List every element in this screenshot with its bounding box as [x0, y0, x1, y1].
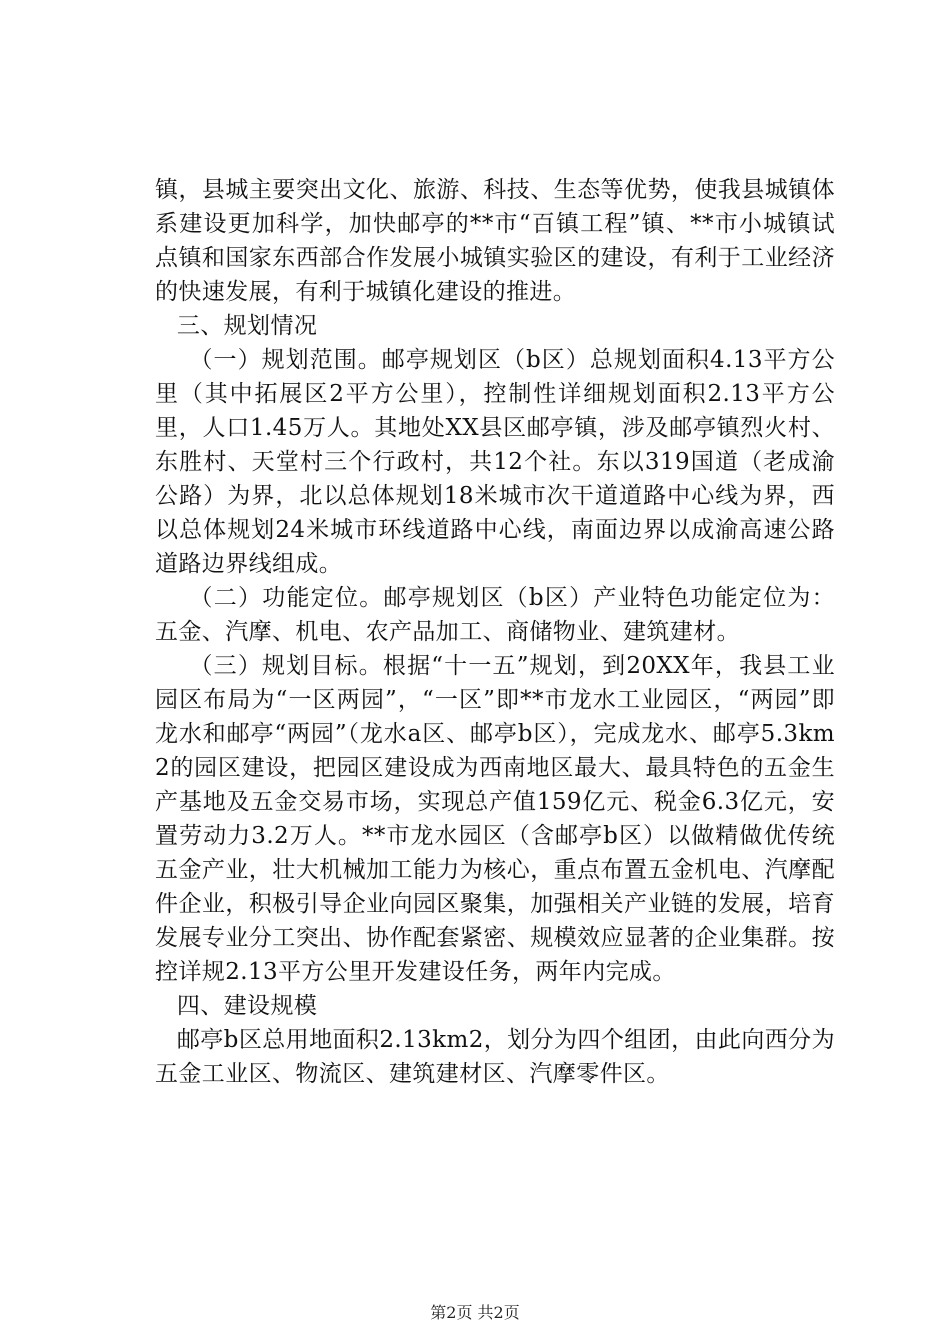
paragraph-function-positioning: （二）功能定位。邮亭规划区（b区）产业特色功能定位为：五金、汽摩、机电、农产品加工、商储物业、建筑建材。: [155, 585, 835, 645]
paragraph-construction-scale: 邮亭b区总用地面积2.13km2，划分为四个组团，由此向西分为五金工业区、物流区、建筑建材区、汽摩零件区。: [155, 1027, 835, 1087]
paragraph-continuation: 镇，县城主要突出文化、旅游、科技、生态等优势，使我县城镇体系建设更加科学，加快邮亭的**市“百镇工程”镇、**市小城镇试点镇和国家东西部合作发展小城镇实验区的建设，有利于工业经济的快速发展，有利于城镇化建设的推进。: [155, 177, 835, 305]
section-heading-construction-scale: 四、建设规模: [176, 993, 318, 1019]
section-heading-planning: 三、规划情况: [176, 313, 318, 339]
paragraph-planning-goal: （三）规划目标。根据“十一五”规划，到20XX年，我县工业园区布局为“一区两园”，“一区”即**市龙水工业园区，“两园”即龙水和邮亭“两园”（龙水a区、邮亭b区），完成龙水、邮亭5.3km2的园区建设，把园区建设成为西南地区最大、最具特色的五金生产基地及五金交易市场，实现总产值159亿元、税金6.3亿元，安置劳动力3.2万人。**市龙水园区（含邮亭b区）以做精做优传统五金产业，壮大机械加工能力为核心，重点布置五金机电、汽摩配件企业，积极引导企业向园区聚集，加强相关产业链的发展，培育发展专业分工突出、协作配套紧密、规模效应显著的企业集群。按控详规2.13平方公里开发建设任务，两年内完成。: [155, 653, 835, 985]
document-body: [155, 173, 835, 1091]
paragraph-planning-scope: （一）规划范围。邮亭规划区（b区）总规划面积4.13平方公里（其中拓展区2平方公里），控制性详细规划面积2.13平方公里，人口1.45万人。其地处XX县区邮亭镇，涉及邮亭镇烈火村、东胜村、天堂村三个行政村，共12个社。东以319国道（老成渝公路）为界，北以总体规划18米城市次干道道路中心线为界，西以总体规划24米城市环线道路中心线，南面边界以成渝高速公路道路边界线组成。: [155, 347, 835, 577]
page-footer: 第2页 共2页: [430, 1303, 520, 1322]
